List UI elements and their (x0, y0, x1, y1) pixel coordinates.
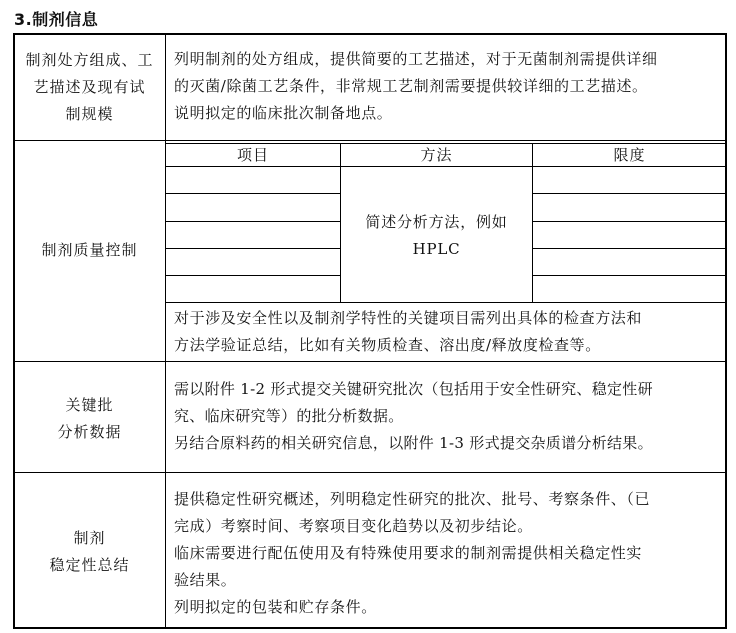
label-column-divider (165, 33, 166, 629)
stability-label: 制剂 稳定性总结 (49, 529, 130, 574)
header-method: 方法 (420, 146, 453, 164)
item-row-line (166, 275, 340, 276)
table-bottom-border (13, 627, 727, 629)
limit-row-line (532, 193, 726, 194)
header-item: 项目 (236, 146, 269, 164)
batch-text: 需以附件 1-2 形式提交关键研究批次（包括用于安全性研究、稳定性研 究、临床研究等）的批分析数据。 另结合原料药的相关研究信息，以附件 1-3 形式提交杂质谱分析结果。 (174, 380, 653, 452)
item-row-line (166, 193, 340, 194)
section-title: 3.制剂信息 (14, 10, 99, 29)
composition-label: 制剂处方组成、工 艺描述及现有试 制规模 (25, 51, 154, 123)
composition-text: 列明制剂的处方组成，提供简要的工艺描述，对于无菌制剂需提供详细 的灭菌/除菌工艺条件，非常规工艺制剂需要提供较详细的工艺描述。 说明拟定的临床批次制备地点。 (174, 50, 658, 122)
item-row-line (166, 221, 340, 222)
table-left-border (13, 33, 15, 629)
header-limit: 限度 (613, 146, 646, 164)
table-top-border (13, 33, 727, 35)
inner-table-header-line (166, 166, 726, 167)
inner-col-divider-2 (532, 143, 533, 302)
row-divider-1 (13, 140, 727, 141)
row-divider-2 (13, 361, 727, 362)
table-right-border (725, 33, 727, 629)
row-divider-3 (13, 472, 727, 473)
quality-note: 对于涉及安全性以及制剂学特性的关键项目需列出具体的检查方法和 方法学验证总结，比如有关物质检查、溶出度/释放度检查等。 (174, 309, 643, 354)
limit-row-line (532, 221, 726, 222)
stability-text: 提供稳定性研究概述，列明稳定性研究的批次、批号、考察条件、（已 完成）考察时间、考察项目变化趋势以及初步结论。 临床需要进行配伍使用及有特殊使用要求的制剂需提供相关稳定性实 验结果。 列明拟定的包装和贮存条件。 (174, 490, 651, 616)
limit-row-line (532, 275, 726, 276)
item-row-line (166, 248, 340, 249)
inner-table-bottom (166, 302, 726, 303)
method-description: 简述分析方法，例如 HPLC (365, 213, 508, 258)
limit-row-line (532, 248, 726, 249)
quality-label: 制剂质量控制 (41, 241, 138, 259)
batch-label: 关键批 分析数据 (57, 396, 122, 441)
